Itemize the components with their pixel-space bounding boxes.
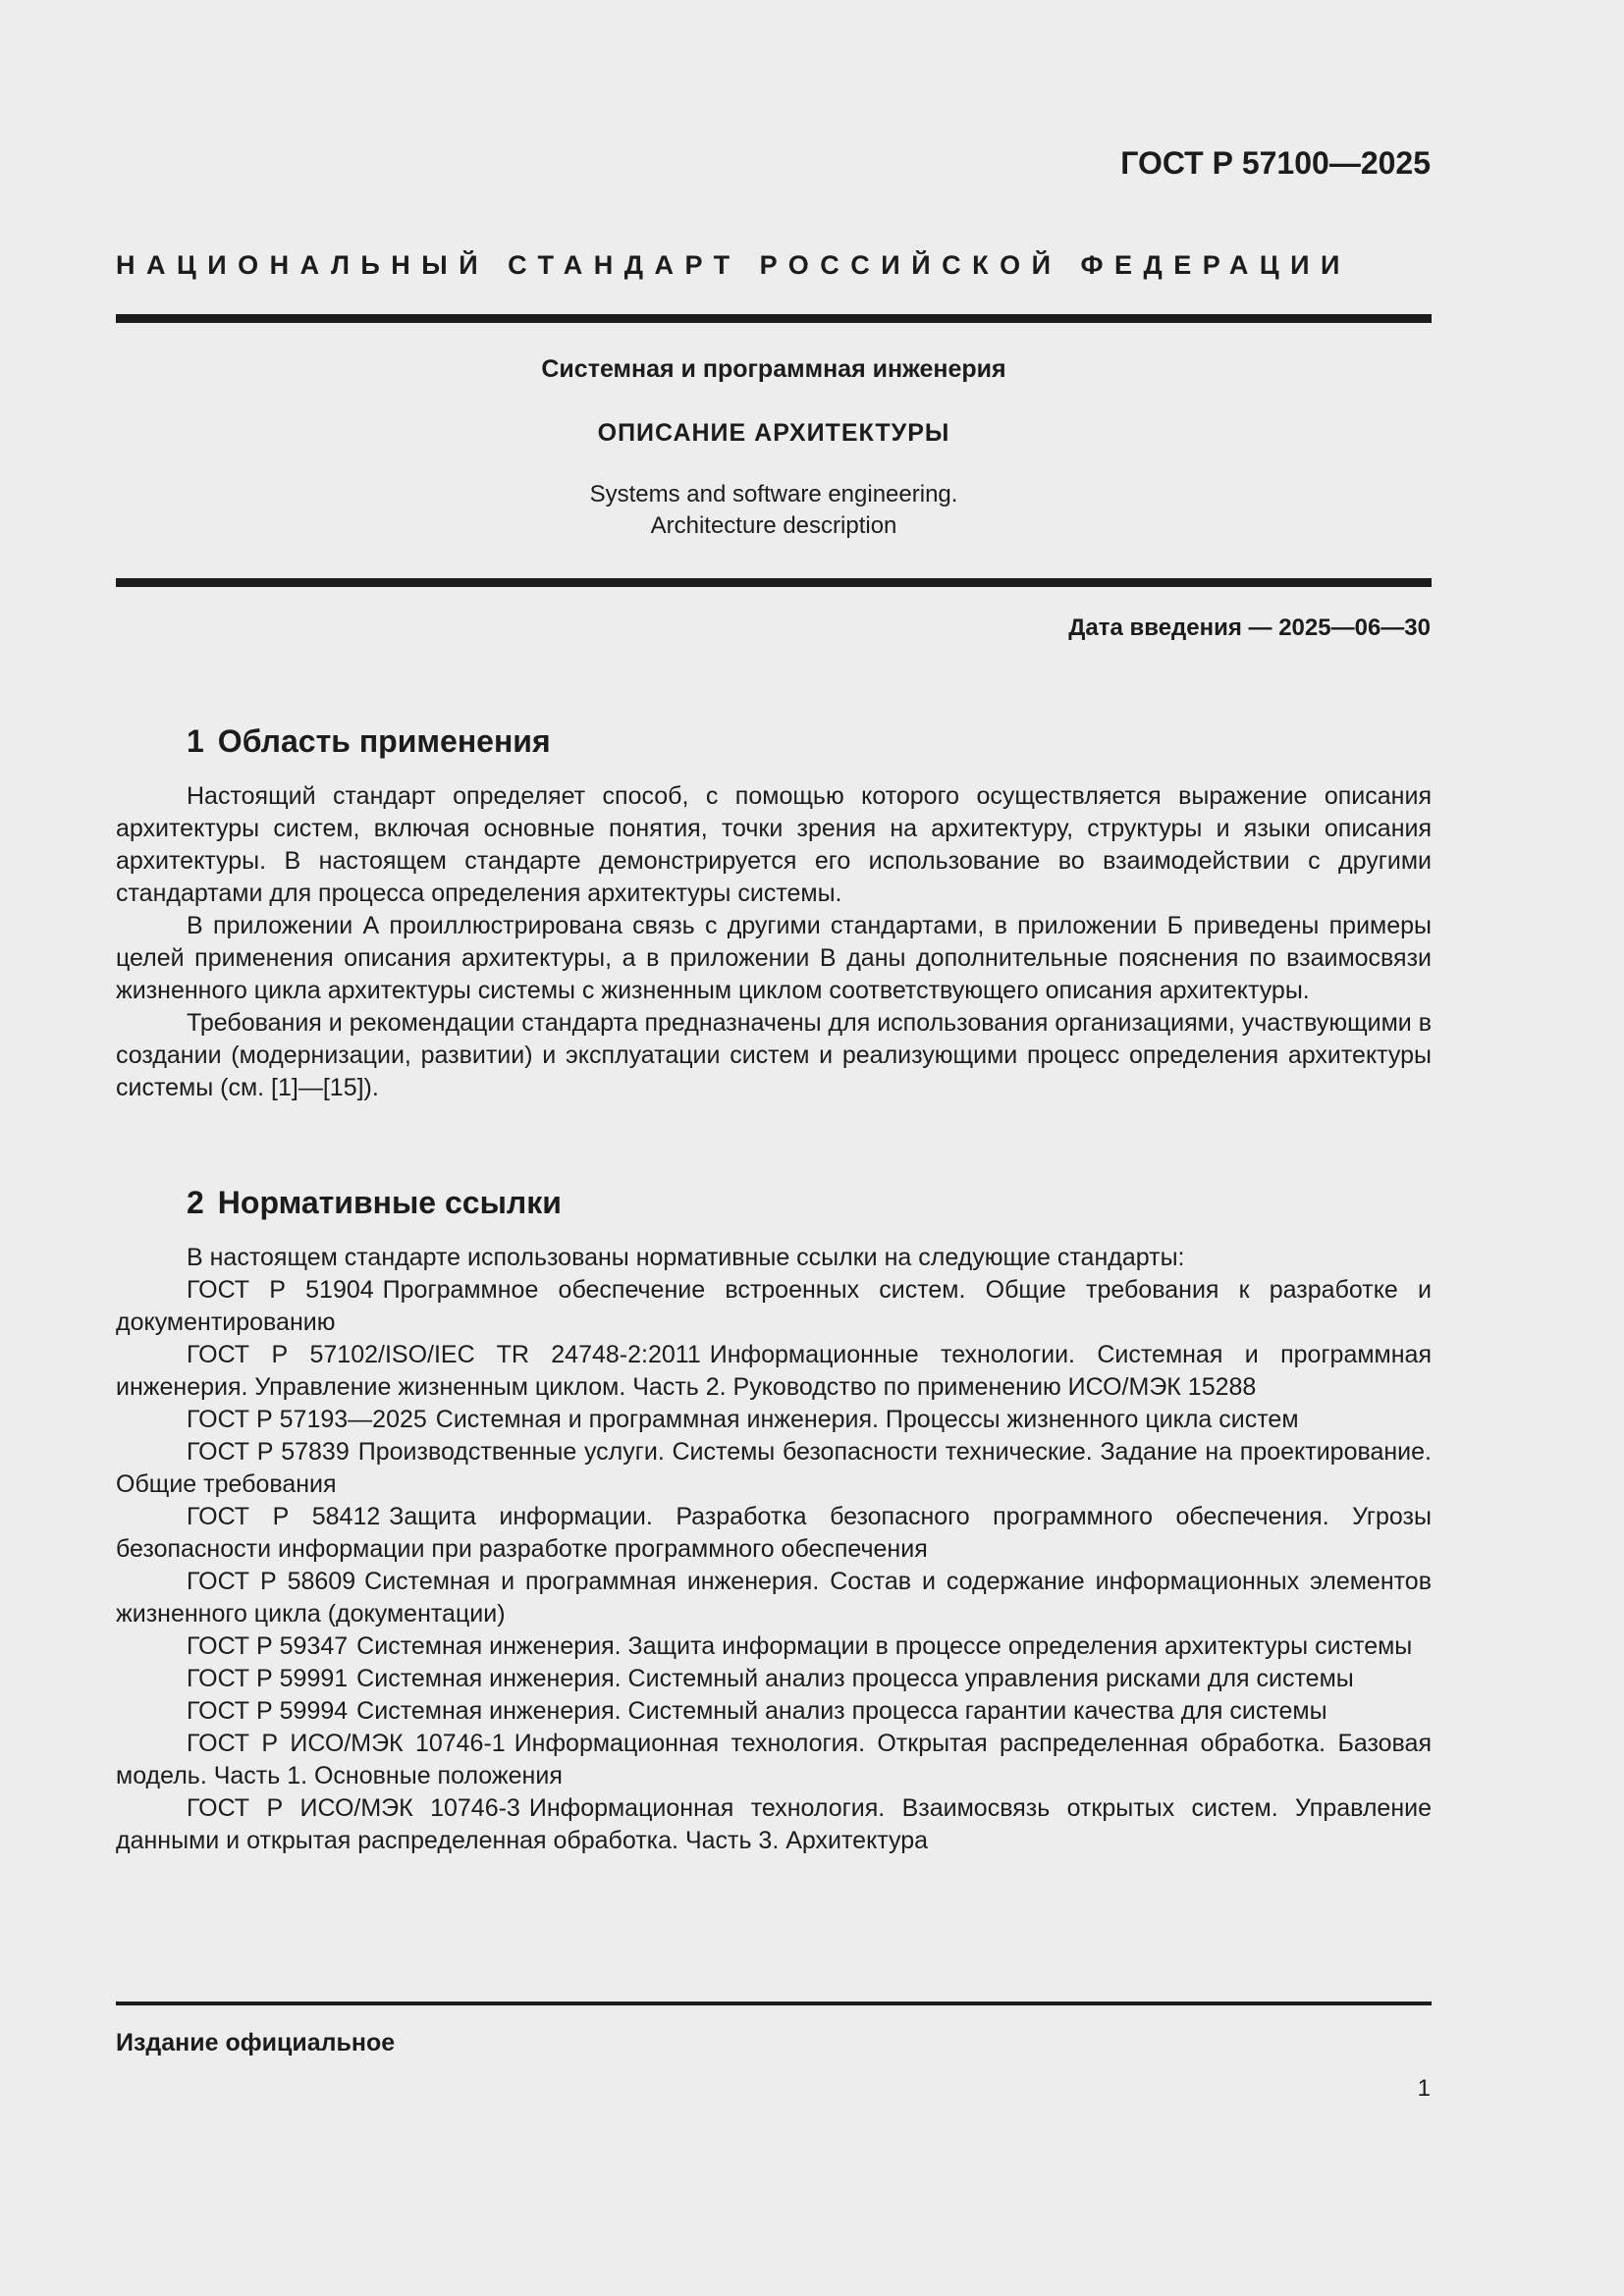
reference-item bbox=[116, 1695, 1432, 1728]
section-heading bbox=[187, 1183, 1432, 1222]
section-number: 2 bbox=[187, 1185, 204, 1220]
reference-item bbox=[116, 1792, 1432, 1857]
reference-code: ГОСТ Р 51904 bbox=[187, 1276, 374, 1304]
introduction-date: Дата введения — 2025—06—30 bbox=[1068, 614, 1431, 641]
reference-title: Системная и программная инженерия. Процессы жизненного цикла систем bbox=[435, 1406, 1299, 1433]
reference-title: Производственные услуги. Системы безопасности технические. Задание на проектирование. Общие требования bbox=[116, 1438, 1432, 1498]
reference-item bbox=[116, 1663, 1432, 1695]
reference-code: ГОСТ Р 59994 bbox=[187, 1697, 349, 1725]
reference-title: Системная и программная инженерия. Состав и содержание информационных элементов жизненного цикла (документации) bbox=[116, 1568, 1432, 1628]
references-intro: В настоящем стандарте использованы нормативные ссылки на следующие стандарты: bbox=[187, 1244, 1185, 1271]
footer-divider bbox=[116, 2002, 1432, 2005]
reference-title: Защита информации. Разработка безопасного программного обеспечения. Угрозы безопасности информации при разработке программного обеспечения bbox=[116, 1503, 1432, 1563]
reference-item bbox=[116, 1566, 1432, 1630]
reference-item bbox=[116, 1436, 1432, 1501]
document-title: ОПИСАНИЕ АРХИТЕКТУРЫ bbox=[597, 419, 950, 447]
title-english bbox=[116, 479, 1432, 542]
top-divider bbox=[116, 314, 1432, 323]
title-divider bbox=[116, 578, 1432, 587]
page-number: 1 bbox=[1417, 2075, 1431, 2102]
reference-title: Программное обеспечение встроенных систем. Общие требования к разработке и документированию bbox=[116, 1276, 1432, 1336]
reference-title: Информационная технология. Открытая распределенная обработка. Базовая модель. Часть 1. Основные положения bbox=[116, 1730, 1432, 1789]
section-number: 1 bbox=[187, 723, 204, 759]
section-normative-references bbox=[116, 1183, 1432, 1857]
reference-title: Системная инженерия. Защита информации в процессе определения архитектуры системы bbox=[356, 1632, 1413, 1660]
reference-code: ГОСТ Р 58412 bbox=[187, 1503, 381, 1530]
reference-code: ГОСТ Р 58609 bbox=[187, 1568, 356, 1595]
reference-title: Информационные технологии. Системная и программная инженерия. Управление жизненным циклом. Часть 2. Руководство по применению ИСО/МЭК 15288 bbox=[116, 1341, 1432, 1401]
reference-code: ГОСТ Р 59991 bbox=[187, 1665, 349, 1692]
subtitle-ru: Системная и программная инженерия bbox=[541, 355, 1006, 383]
title-en-line1: Systems and software engineering. bbox=[589, 481, 958, 507]
reference-code: ГОСТ Р ИСО/МЭК 10746-1 bbox=[187, 1730, 506, 1757]
reference-item bbox=[116, 1728, 1432, 1792]
section-title: Нормативные ссылки bbox=[217, 1185, 562, 1220]
reference-item bbox=[116, 1274, 1432, 1339]
document-number: ГОСТ Р 57100—2025 bbox=[1120, 145, 1431, 181]
section-heading bbox=[187, 721, 1432, 761]
reference-item bbox=[116, 1501, 1432, 1566]
reference-title: Системная инженерия. Системный анализ процесса гарантии качества для системы bbox=[356, 1697, 1327, 1725]
reference-code: ГОСТ Р 57102/ISO/IEC TR 24748-2:2011 bbox=[187, 1341, 701, 1368]
reference-title: Системная инженерия. Системный анализ процесса управления рисками для системы bbox=[356, 1665, 1354, 1692]
reference-code: ГОСТ Р ИСО/МЭК 10746-3 bbox=[187, 1794, 520, 1822]
paragraph: Требования и рекомендации стандарта предназначены для использования организациями, участвующими в создании (модернизации, развитии) и эксплуатации систем и реализующими процесс определения архитектуры системы (см. [1]—[15]). bbox=[116, 1009, 1432, 1101]
reference-item bbox=[116, 1630, 1432, 1663]
reference-code: ГОСТ Р 57193—2025 bbox=[187, 1406, 427, 1433]
reference-item bbox=[116, 1339, 1432, 1404]
reference-code: ГОСТ Р 57839 bbox=[187, 1438, 350, 1466]
official-edition-label: Издание официальное bbox=[116, 2029, 396, 2056]
reference-code: ГОСТ Р 59347 bbox=[187, 1632, 349, 1660]
paragraph: Настоящий стандарт определяет способ, с помощью которого осуществляется выражение описания архитектуры систем, включая основные понятия, точки зрения на архитектуру, структуры и языки описания архитектуры. В настоящем стандарте демонстрируется его использование во взаимодействии с другими стандартами для процесса определения архитектуры системы. bbox=[116, 782, 1432, 907]
paragraph: В приложении А проиллюстрирована связь с другими стандартами, в приложении Б приведены примеры целей применения описания архитектуры, а в приложении В даны дополнительные пояснения по взаимосвязи жизненного цикла архитектуры системы с жизненным циклом соответствующего описания архитектуры. bbox=[116, 912, 1432, 1004]
title-en-line2: Architecture description bbox=[650, 512, 897, 539]
reference-title: Информационная технология. Взаимосвязь открытых систем. Управление данными и открытая распределенная обработка. Часть 3. Архитектура bbox=[116, 1794, 1433, 1854]
national-standard-heading: НАЦИОНАЛЬНЫЙ СТАНДАРТ РОССИЙСКОЙ ФЕДЕРАЦИИ bbox=[116, 250, 1351, 280]
section-scope bbox=[116, 721, 1432, 1104]
section-title: Область применения bbox=[217, 723, 551, 759]
reference-item bbox=[116, 1404, 1432, 1436]
